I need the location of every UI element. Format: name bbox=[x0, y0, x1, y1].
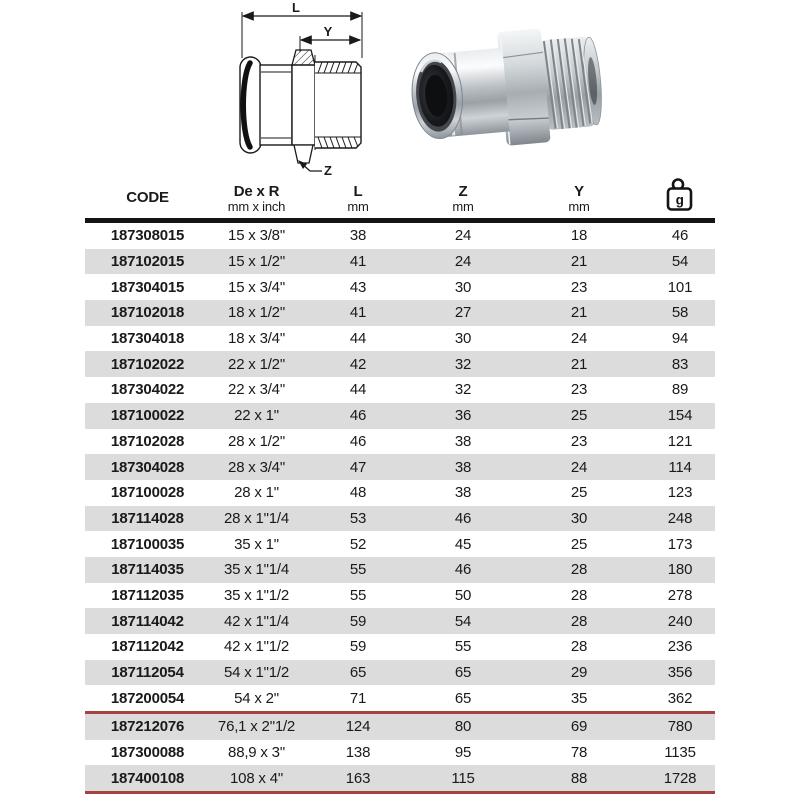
cell-weight: 248 bbox=[667, 509, 693, 527]
cell-z: 30 bbox=[454, 330, 472, 348]
table-row bbox=[85, 429, 715, 455]
cell-z: 45 bbox=[454, 535, 472, 553]
cell-weight: 362 bbox=[667, 689, 693, 707]
cell-dims: 15 x 3/4" bbox=[228, 278, 285, 296]
cell-code: 187114035 bbox=[111, 561, 184, 579]
table-row bbox=[85, 765, 715, 791]
cell-z: 32 bbox=[454, 355, 472, 373]
cell-weight: 101 bbox=[667, 278, 693, 296]
cell-l: 41 bbox=[349, 253, 367, 271]
red-divider bbox=[85, 791, 715, 794]
table-header bbox=[85, 180, 715, 223]
cell-weight: 1135 bbox=[664, 744, 696, 762]
cell-weight: 180 bbox=[667, 561, 693, 579]
cell-weight: 154 bbox=[667, 407, 693, 425]
table-row bbox=[85, 480, 715, 506]
cell-l: 59 bbox=[349, 612, 367, 630]
cell-y: 28 bbox=[570, 638, 588, 656]
cell-l: 48 bbox=[349, 484, 367, 502]
header-dims bbox=[210, 184, 303, 214]
cell-y: 25 bbox=[570, 407, 588, 425]
table-row bbox=[85, 506, 715, 532]
header-z bbox=[413, 184, 513, 214]
header-l bbox=[303, 184, 413, 214]
cell-dims: 42 x 1"1/4 bbox=[223, 612, 290, 630]
dim-label-y: Y bbox=[323, 24, 333, 39]
cell-dims: 28 x 3/4" bbox=[228, 458, 285, 476]
cell-code: 187300088 bbox=[110, 744, 185, 762]
header-y bbox=[513, 184, 645, 214]
cell-z: 24 bbox=[454, 253, 472, 271]
cell-code: 187212076 bbox=[110, 718, 185, 736]
cell-dims: 35 x 1"1/4 bbox=[223, 561, 290, 579]
cell-y: 28 bbox=[570, 586, 588, 604]
cell-weight: 123 bbox=[667, 484, 693, 502]
hex-collar bbox=[292, 65, 315, 145]
fitting-section-diagram bbox=[210, 0, 396, 178]
cell-l: 43 bbox=[349, 278, 367, 296]
cell-dims: 108 x 4" bbox=[230, 769, 283, 787]
product-photo bbox=[392, 8, 614, 172]
table-row bbox=[85, 249, 715, 275]
cell-l: 65 bbox=[349, 664, 367, 682]
cell-l: 46 bbox=[349, 432, 367, 450]
cell-code: 187400108 bbox=[110, 769, 185, 787]
table-row bbox=[85, 531, 715, 557]
cell-code: 187112035 bbox=[111, 586, 184, 604]
table-row bbox=[85, 223, 715, 249]
cell-y: 29 bbox=[570, 664, 588, 682]
cell-z: 115 bbox=[451, 769, 475, 787]
cell-weight: 240 bbox=[667, 612, 693, 630]
cell-z: 24 bbox=[454, 227, 472, 245]
cell-z: 95 bbox=[454, 744, 472, 762]
cell-z: 38 bbox=[454, 432, 472, 450]
cell-dims: 22 x 1" bbox=[234, 407, 279, 425]
press-fitting-photo bbox=[392, 8, 614, 172]
table-row bbox=[85, 454, 715, 480]
table-row bbox=[85, 557, 715, 583]
cell-dims: 35 x 1" bbox=[234, 535, 279, 553]
header-weight bbox=[645, 177, 715, 214]
cell-code: 187102018 bbox=[110, 304, 185, 322]
cell-dims: 76,1 x 2"1/2 bbox=[217, 718, 296, 736]
cell-dims: 15 x 3/8" bbox=[228, 227, 285, 245]
cell-z: 46 bbox=[454, 561, 472, 579]
threaded-end bbox=[315, 62, 361, 148]
cell-z: 80 bbox=[454, 718, 472, 736]
header-y-unit: mm bbox=[568, 199, 590, 214]
table-row bbox=[85, 583, 715, 609]
cell-l: 52 bbox=[349, 535, 367, 553]
cell-dims: 28 x 1/2" bbox=[228, 432, 285, 450]
cell-weight: 1728 bbox=[663, 769, 697, 787]
header-code bbox=[85, 190, 210, 214]
table-row bbox=[85, 714, 715, 740]
dimension-Z bbox=[298, 160, 332, 178]
hex-top-section bbox=[292, 50, 315, 65]
table-row bbox=[85, 377, 715, 403]
cell-weight: 46 bbox=[671, 227, 689, 245]
cell-z: 54 bbox=[454, 612, 472, 630]
cell-dims: 28 x 1"1/4 bbox=[223, 509, 290, 527]
header-dims-unit: mm x inch bbox=[227, 199, 286, 214]
table-row bbox=[85, 274, 715, 300]
header-code-label: CODE bbox=[126, 189, 169, 206]
cell-z: 27 bbox=[454, 304, 472, 322]
cell-y: 69 bbox=[570, 718, 588, 736]
header-z-label: Z bbox=[458, 183, 468, 200]
cell-y: 25 bbox=[570, 535, 588, 553]
table-row bbox=[85, 326, 715, 352]
cell-code: 187100035 bbox=[110, 535, 185, 553]
cell-weight: 173 bbox=[667, 535, 693, 553]
cell-code: 187304018 bbox=[110, 330, 185, 348]
cell-dims: 22 x 3/4" bbox=[228, 381, 285, 399]
cell-z: 30 bbox=[454, 278, 472, 296]
cell-l: 55 bbox=[349, 561, 367, 579]
cell-z: 65 bbox=[454, 664, 472, 682]
cell-code: 187100028 bbox=[110, 484, 185, 502]
cell-dims: 18 x 1/2" bbox=[228, 304, 285, 322]
cell-z: 65 bbox=[454, 689, 472, 707]
cell-weight: 780 bbox=[667, 718, 693, 736]
cell-z: 50 bbox=[454, 586, 472, 604]
hex-bottom-tab bbox=[294, 145, 313, 163]
technical-drawing bbox=[210, 0, 396, 178]
cell-y: 28 bbox=[570, 612, 588, 630]
cell-y: 23 bbox=[570, 278, 588, 296]
cell-code: 187200054 bbox=[110, 689, 185, 707]
cell-z: 36 bbox=[454, 407, 472, 425]
cell-y: 24 bbox=[570, 458, 588, 476]
cell-code: 187102022 bbox=[110, 355, 185, 373]
cell-y: 25 bbox=[570, 484, 588, 502]
cell-l: 46 bbox=[349, 407, 367, 425]
table-row bbox=[85, 740, 715, 766]
cell-z: 46 bbox=[454, 509, 472, 527]
cell-code: 187304022 bbox=[110, 381, 185, 399]
cell-y: 78 bbox=[570, 744, 588, 762]
cell-z: 38 bbox=[454, 458, 472, 476]
header-z-unit: mm bbox=[452, 199, 474, 214]
cell-y: 30 bbox=[570, 509, 588, 527]
cell-code: 187304015 bbox=[110, 278, 185, 296]
cell-y: 21 bbox=[570, 304, 588, 322]
cell-code: 187102015 bbox=[110, 253, 185, 271]
cell-y: 21 bbox=[570, 355, 588, 373]
cell-weight: 89 bbox=[671, 381, 689, 399]
cell-y: 23 bbox=[570, 381, 588, 399]
cell-weight: 278 bbox=[667, 586, 693, 604]
table-row bbox=[85, 608, 715, 634]
cell-z: 55 bbox=[454, 638, 472, 656]
cell-weight: 94 bbox=[671, 330, 689, 348]
cell-code: 187112054 bbox=[111, 664, 184, 682]
cell-dims: 42 x 1"1/2 bbox=[223, 638, 290, 656]
cell-l: 38 bbox=[349, 227, 367, 245]
cell-dims: 54 x 2" bbox=[234, 689, 279, 707]
header-l-unit: mm bbox=[347, 199, 369, 214]
spec-table bbox=[85, 180, 715, 794]
cell-y: 35 bbox=[570, 689, 588, 707]
cell-l: 163 bbox=[345, 769, 371, 787]
dimension-L bbox=[242, 0, 362, 58]
cell-l: 124 bbox=[345, 718, 371, 736]
cell-l: 59 bbox=[349, 638, 367, 656]
cell-l: 55 bbox=[349, 586, 367, 604]
cell-l: 42 bbox=[349, 355, 367, 373]
cell-y: 88 bbox=[570, 769, 588, 787]
cell-l: 47 bbox=[349, 458, 367, 476]
header-dims-label: De x R bbox=[233, 183, 280, 200]
weight-icon bbox=[665, 177, 695, 213]
cell-code: 187112042 bbox=[111, 638, 184, 656]
cell-code: 187114028 bbox=[111, 509, 184, 527]
cell-z: 38 bbox=[454, 484, 472, 502]
cell-weight: 54 bbox=[671, 253, 689, 271]
cell-y: 23 bbox=[570, 432, 588, 450]
cell-l: 138 bbox=[345, 744, 371, 762]
cell-dims: 15 x 1/2" bbox=[228, 253, 285, 271]
table-row bbox=[85, 351, 715, 377]
cell-code: 187114042 bbox=[111, 612, 184, 630]
cell-dims: 35 x 1"1/2 bbox=[223, 586, 290, 604]
dim-label-z: Z bbox=[324, 163, 332, 178]
cell-l: 44 bbox=[349, 381, 367, 399]
cell-code: 187304028 bbox=[110, 458, 185, 476]
cell-dims: 54 x 1"1/2 bbox=[223, 664, 290, 682]
table-row bbox=[85, 685, 715, 711]
table-row bbox=[85, 660, 715, 686]
cell-code: 187102028 bbox=[110, 432, 185, 450]
table-body bbox=[85, 223, 715, 794]
cell-dims: 88,9 x 3" bbox=[228, 744, 285, 762]
cell-dims: 18 x 3/4" bbox=[228, 330, 285, 348]
cell-code: 187308015 bbox=[110, 227, 185, 245]
cell-y: 24 bbox=[570, 330, 588, 348]
cell-weight: 121 bbox=[667, 432, 693, 450]
cell-weight: 236 bbox=[667, 638, 693, 656]
cell-y: 18 bbox=[570, 227, 588, 245]
table-row bbox=[85, 300, 715, 326]
weight-unit-glyph: g bbox=[675, 193, 684, 210]
cell-y: 21 bbox=[570, 253, 588, 271]
cell-code: 187100022 bbox=[110, 407, 185, 425]
header-y-label: Y bbox=[574, 183, 584, 200]
cell-l: 71 bbox=[349, 689, 367, 707]
dimension-Y bbox=[300, 24, 360, 52]
cell-z: 32 bbox=[454, 381, 472, 399]
cell-l: 53 bbox=[349, 509, 367, 527]
cell-weight: 356 bbox=[667, 664, 693, 682]
dim-label-l: L bbox=[292, 0, 300, 15]
cell-y: 28 bbox=[570, 561, 588, 579]
cell-l: 44 bbox=[349, 330, 367, 348]
socket-body bbox=[260, 65, 292, 145]
cell-dims: 28 x 1" bbox=[234, 484, 279, 502]
table-row bbox=[85, 634, 715, 660]
cell-weight: 58 bbox=[671, 304, 689, 322]
header-l-label: L bbox=[353, 183, 363, 200]
cell-weight: 114 bbox=[668, 458, 692, 476]
cell-dims: 22 x 1/2" bbox=[228, 355, 285, 373]
cell-weight: 83 bbox=[671, 355, 689, 373]
cell-l: 41 bbox=[349, 304, 367, 322]
table-row bbox=[85, 403, 715, 429]
